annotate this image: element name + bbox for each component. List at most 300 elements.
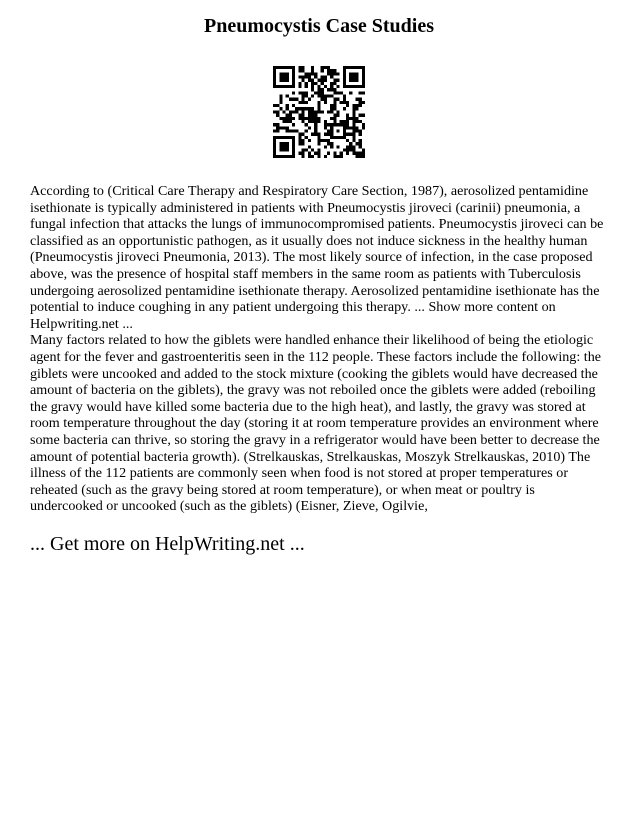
qr-module — [336, 72, 339, 75]
qr-module — [346, 66, 349, 69]
qr-module — [317, 148, 320, 151]
qr-module — [311, 79, 314, 82]
qr-module — [283, 76, 286, 79]
qr-module — [333, 152, 336, 155]
qr-module — [362, 85, 365, 88]
qr-module — [305, 76, 308, 79]
qr-module — [305, 72, 308, 75]
qr-module — [359, 139, 362, 142]
qr-module — [298, 76, 301, 79]
qr-module — [314, 110, 317, 113]
qr-module — [330, 76, 333, 79]
qr-module — [286, 145, 289, 148]
qr-module — [359, 98, 362, 101]
qr-module — [292, 104, 295, 107]
qr-module — [302, 101, 305, 104]
qr-module — [336, 129, 339, 132]
qr-module — [308, 155, 311, 158]
qr-module — [286, 129, 289, 132]
qr-module — [298, 114, 301, 117]
qr-module — [349, 91, 352, 94]
qr-module — [279, 76, 282, 79]
qr-module — [355, 85, 358, 88]
qr-module — [289, 155, 292, 158]
qr-module — [302, 91, 305, 94]
qr-module — [292, 82, 295, 85]
qr-module — [343, 123, 346, 126]
qr-module — [324, 120, 327, 123]
qr-module — [276, 129, 279, 132]
qr-module — [273, 79, 276, 82]
qr-module — [330, 136, 333, 139]
qr-module — [333, 136, 336, 139]
qr-module — [333, 155, 336, 158]
qr-module — [298, 91, 301, 94]
qr-module — [340, 120, 343, 123]
qr-module — [283, 142, 286, 145]
qr-module — [286, 148, 289, 151]
qr-module — [292, 76, 295, 79]
qr-module — [279, 148, 282, 151]
qr-module — [273, 155, 276, 158]
qr-module — [324, 133, 327, 136]
qr-module — [292, 129, 295, 132]
qr-module — [330, 85, 333, 88]
qr-module — [330, 72, 333, 75]
qr-module — [362, 72, 365, 75]
qr-module — [324, 101, 327, 104]
qr-module — [273, 104, 276, 107]
qr-module — [336, 110, 339, 113]
qr-module — [317, 155, 320, 158]
qr-module — [302, 69, 305, 72]
qr-module — [352, 110, 355, 113]
qr-module — [314, 76, 317, 79]
qr-module — [327, 129, 330, 132]
qr-module — [302, 95, 305, 98]
qr-module — [314, 123, 317, 126]
qr-module — [289, 114, 292, 117]
qr-module — [289, 110, 292, 113]
qr-module — [308, 79, 311, 82]
qr-module — [317, 85, 320, 88]
qr-module — [283, 72, 286, 75]
qr-module — [292, 139, 295, 142]
qr-module — [308, 152, 311, 155]
qr-module — [283, 145, 286, 148]
qr-module — [311, 69, 314, 72]
qr-module — [321, 91, 324, 94]
qr-module — [346, 152, 349, 155]
qr-module — [352, 85, 355, 88]
qr-module — [298, 85, 301, 88]
qr-module — [305, 148, 308, 151]
qr-module — [311, 155, 314, 158]
qr-module — [330, 69, 333, 72]
qr-module — [298, 136, 301, 139]
qr-module — [333, 123, 336, 126]
qr-module — [330, 142, 333, 145]
qr-module — [286, 104, 289, 107]
qr-module — [321, 88, 324, 91]
qr-module — [352, 120, 355, 123]
qr-module — [349, 133, 352, 136]
qr-module — [336, 79, 339, 82]
qr-module — [333, 107, 336, 110]
qr-module — [311, 114, 314, 117]
qr-code-icon — [273, 66, 365, 158]
qr-module — [283, 85, 286, 88]
qr-module — [273, 129, 276, 132]
qr-module — [273, 69, 276, 72]
qr-module — [314, 72, 317, 75]
qr-module — [286, 95, 289, 98]
qr-module — [355, 155, 358, 158]
qr-module — [352, 79, 355, 82]
qr-module — [362, 123, 365, 126]
qr-module — [359, 91, 362, 94]
qr-module — [321, 139, 324, 142]
qr-module — [317, 101, 320, 104]
qr-module — [327, 123, 330, 126]
qr-module — [333, 98, 336, 101]
qr-module — [298, 117, 301, 120]
qr-module — [279, 72, 282, 75]
qr-module — [298, 82, 301, 85]
qr-module — [362, 155, 365, 158]
qr-module — [336, 155, 339, 158]
qr-module — [349, 148, 352, 151]
qr-module — [362, 82, 365, 85]
qr-module — [349, 117, 352, 120]
qr-module — [311, 133, 314, 136]
qr-module — [359, 129, 362, 132]
qr-module — [314, 129, 317, 132]
qr-module — [308, 126, 311, 129]
qr-module — [327, 142, 330, 145]
qr-module — [355, 104, 358, 107]
qr-module — [273, 123, 276, 126]
qr-module — [305, 136, 308, 139]
qr-module — [330, 117, 333, 120]
qr-module — [333, 117, 336, 120]
qr-module — [279, 145, 282, 148]
qr-module — [295, 129, 298, 132]
qr-module — [276, 155, 279, 158]
qr-module — [355, 142, 358, 145]
qr-module — [359, 85, 362, 88]
qr-module — [336, 114, 339, 117]
qr-module — [276, 85, 279, 88]
qr-module — [295, 107, 298, 110]
qr-module — [362, 79, 365, 82]
qr-module — [273, 82, 276, 85]
qr-module — [343, 129, 346, 132]
qr-module — [359, 101, 362, 104]
qr-module — [343, 72, 346, 75]
qr-module — [343, 79, 346, 82]
qr-module — [324, 155, 327, 158]
qr-module — [327, 88, 330, 91]
qr-module — [308, 110, 311, 113]
qr-module — [279, 66, 282, 69]
qr-module — [314, 82, 317, 85]
qr-module — [324, 126, 327, 129]
qr-module — [283, 126, 286, 129]
qr-module — [355, 129, 358, 132]
qr-module — [273, 136, 276, 139]
qr-module — [330, 88, 333, 91]
qr-module — [292, 66, 295, 69]
qr-module — [355, 152, 358, 155]
qr-module — [336, 136, 339, 139]
qr-module — [302, 148, 305, 151]
qr-module — [362, 76, 365, 79]
qr-module — [324, 85, 327, 88]
qr-module — [340, 136, 343, 139]
qr-module — [333, 120, 336, 123]
qr-module — [273, 145, 276, 148]
qr-module — [340, 101, 343, 104]
qr-module — [327, 72, 330, 75]
qr-module — [286, 85, 289, 88]
qr-module — [302, 76, 305, 79]
qr-module — [355, 66, 358, 69]
qr-module — [352, 129, 355, 132]
qr-module — [359, 114, 362, 117]
qr-module — [352, 123, 355, 126]
qr-module — [343, 107, 346, 110]
qr-module — [352, 114, 355, 117]
qr-module — [336, 145, 339, 148]
qr-module — [343, 98, 346, 101]
qr-module — [362, 101, 365, 104]
qr-module — [317, 91, 320, 94]
qr-module — [352, 152, 355, 155]
qr-module — [321, 82, 324, 85]
qr-module — [276, 114, 279, 117]
paragraph-1: According to (Critical Care Therapy and Respiratory Care Section, 1987), aerosolized pentamidine isethionate is typically administered in patients with Pneumocystis jiroveci (carinii) pneumonia, a fungal infection that attacks the lungs of immunocompromised patients. Pneumocystis jiroveci can be classified as an opportunistic pathogen, as it usually does not induce sickness in the healthy human (Pneumocystis jiroveci Pneumonia, 2013). The most likely source of infection, in the case proposed above, was the presence of hospital staff members in the same room as patients with Tuberculosis undergoing aerosolized pentamidine isethionate therapy. Aerosolized pentamidine isethionate has the potential to induce coughing in any patient undergoing this therapy. ... Show more content on Helpwriting.net ... — [30, 183, 604, 332]
qr-module — [317, 107, 320, 110]
qr-module — [289, 136, 292, 139]
qr-module — [355, 117, 358, 120]
qr-module — [352, 136, 355, 139]
qr-module — [330, 110, 333, 113]
qr-module — [330, 95, 333, 98]
qr-module — [311, 107, 314, 110]
qr-module — [362, 126, 365, 129]
article-body — [30, 183, 610, 515]
qr-module — [359, 142, 362, 145]
qr-module — [359, 120, 362, 123]
qr-module — [302, 98, 305, 101]
qr-module — [333, 79, 336, 82]
qr-module — [279, 101, 282, 104]
qr-module — [362, 152, 365, 155]
qr-module — [317, 110, 320, 113]
qr-module — [330, 104, 333, 107]
qr-module — [305, 107, 308, 110]
qr-module — [349, 142, 352, 145]
qr-module — [362, 91, 365, 94]
qr-module — [295, 98, 298, 101]
qr-module — [333, 101, 336, 104]
qr-module — [289, 85, 292, 88]
qr-module — [283, 120, 286, 123]
qr-module — [314, 114, 317, 117]
qr-module — [311, 72, 314, 75]
qr-module — [340, 123, 343, 126]
qr-module — [336, 85, 339, 88]
qr-module — [352, 72, 355, 75]
qr-module — [289, 129, 292, 132]
qr-module — [286, 117, 289, 120]
qr-module — [279, 98, 282, 101]
qr-module — [333, 69, 336, 72]
qr-module — [279, 95, 282, 98]
qr-module — [327, 69, 330, 72]
qr-module — [283, 155, 286, 158]
qr-module — [343, 133, 346, 136]
qr-module — [311, 85, 314, 88]
qr-module — [321, 95, 324, 98]
qr-module — [305, 85, 308, 88]
qr-module — [279, 107, 282, 110]
qr-module — [336, 91, 339, 94]
qr-module — [324, 139, 327, 142]
qr-module — [289, 120, 292, 123]
qr-module — [321, 79, 324, 82]
qr-module — [330, 123, 333, 126]
qr-module — [279, 136, 282, 139]
qr-module — [314, 152, 317, 155]
qr-module — [286, 120, 289, 123]
qr-module — [324, 95, 327, 98]
qr-module — [279, 79, 282, 82]
qr-module — [321, 98, 324, 101]
qr-module — [333, 88, 336, 91]
qr-module — [343, 76, 346, 79]
qr-module — [343, 120, 346, 123]
qr-module — [346, 126, 349, 129]
qr-module — [340, 152, 343, 155]
qr-module — [349, 126, 352, 129]
qr-module — [273, 85, 276, 88]
qr-module — [343, 85, 346, 88]
qr-module — [311, 148, 314, 151]
qr-module — [308, 139, 311, 142]
qr-module — [314, 126, 317, 129]
qr-module — [308, 117, 311, 120]
qr-module — [276, 66, 279, 69]
qr-module — [359, 66, 362, 69]
qr-module — [346, 85, 349, 88]
qr-module — [330, 107, 333, 110]
qr-module — [324, 79, 327, 82]
qr-module — [276, 110, 279, 113]
qr-module — [273, 139, 276, 142]
qr-module — [324, 145, 327, 148]
qr-module — [302, 152, 305, 155]
qr-module — [333, 104, 336, 107]
qr-module — [302, 107, 305, 110]
qr-module — [286, 136, 289, 139]
qr-module — [305, 117, 308, 120]
qr-module — [333, 72, 336, 75]
qr-module — [343, 126, 346, 129]
qr-module — [305, 91, 308, 94]
qr-module — [359, 104, 362, 107]
qr-module — [302, 142, 305, 145]
get-more-link[interactable]: ... Get more on HelpWriting.net ... — [30, 533, 305, 555]
qr-module — [302, 117, 305, 120]
qr-module — [346, 133, 349, 136]
qr-module — [349, 66, 352, 69]
qr-module — [283, 117, 286, 120]
qr-module — [321, 69, 324, 72]
qr-module — [317, 88, 320, 91]
qr-module — [349, 79, 352, 82]
qr-module — [283, 110, 286, 113]
qr-module — [355, 72, 358, 75]
qr-module — [327, 95, 330, 98]
qr-module — [273, 152, 276, 155]
qr-module — [273, 110, 276, 113]
qr-module — [298, 152, 301, 155]
qr-module — [352, 148, 355, 151]
qr-module — [311, 82, 314, 85]
qr-module — [324, 98, 327, 101]
qr-module — [292, 72, 295, 75]
qr-module — [286, 76, 289, 79]
qr-module — [298, 142, 301, 145]
qr-module — [292, 69, 295, 72]
qr-module — [349, 85, 352, 88]
qr-module — [352, 104, 355, 107]
qr-module — [298, 66, 301, 69]
qr-module — [346, 148, 349, 151]
qr-module — [355, 98, 358, 101]
qr-module — [355, 126, 358, 129]
qr-module — [314, 133, 317, 136]
qr-module — [343, 82, 346, 85]
qr-module — [298, 139, 301, 142]
qr-module — [311, 88, 314, 91]
qr-module — [295, 110, 298, 113]
qr-module — [298, 107, 301, 110]
qr-module — [308, 72, 311, 75]
qr-module — [311, 117, 314, 120]
qr-module — [333, 114, 336, 117]
qr-module — [286, 107, 289, 110]
qr-module — [346, 123, 349, 126]
qr-module — [349, 145, 352, 148]
qr-module — [311, 120, 314, 123]
qr-module — [352, 117, 355, 120]
qr-module — [302, 133, 305, 136]
qr-module — [327, 66, 330, 69]
qr-module — [302, 155, 305, 158]
qr-module — [279, 117, 282, 120]
qr-module — [286, 114, 289, 117]
qr-module — [346, 139, 349, 142]
qr-module — [317, 133, 320, 136]
qr-module — [289, 117, 292, 120]
qr-module — [276, 104, 279, 107]
page-title: Pneumocystis Case Studies — [203, 15, 434, 37]
qr-module — [352, 126, 355, 129]
qr-module — [330, 126, 333, 129]
